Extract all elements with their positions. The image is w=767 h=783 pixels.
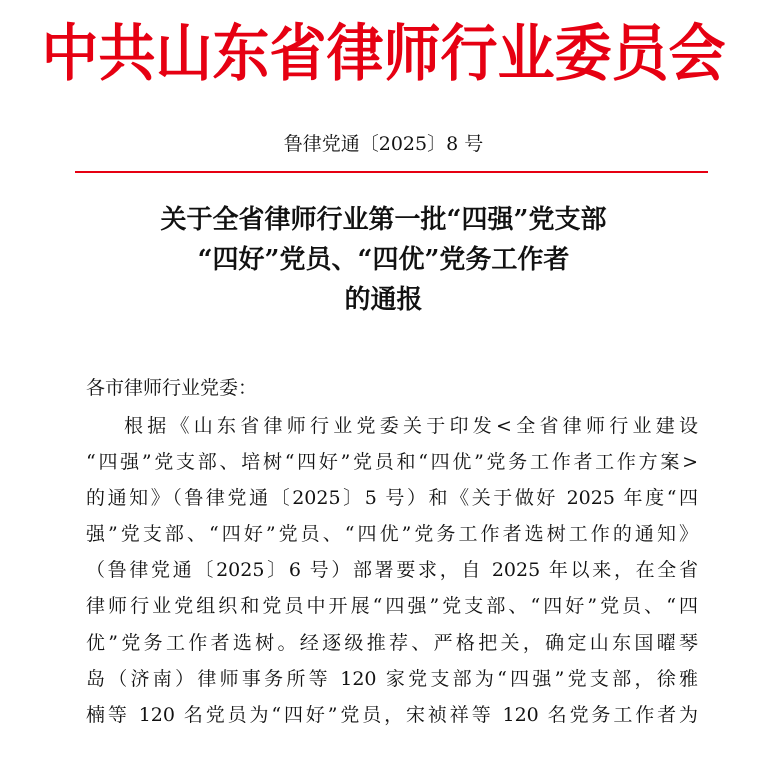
body-line: （鲁律党通〔2025〕6 号）部署要求，自 2025 年以来，在全省: [86, 559, 698, 582]
body-line: 优”党务工作者选树。经逐级推荐、严格把关，确定山东国曜琴: [86, 631, 698, 654]
title-line: “四好”党员、“四优”党务工作者: [197, 245, 570, 275]
body-line: 律师行业党组织和党员中开展“四强”党支部、“四好”党员、“四: [86, 595, 698, 618]
body-line: 的通知》（鲁律党通〔2025〕5 号）和《关于做好 2025 年度“四: [86, 487, 698, 510]
document-title: [0, 200, 767, 320]
body-line: 楠等 120 名党员为“四好”党员，宋祯祥等 120 名党务工作者为: [86, 703, 698, 726]
document-number: 鲁律党通〔2025〕8 号: [283, 133, 484, 155]
red-divider-line: [75, 171, 708, 173]
body-line: 强”党支部、“四好”党员、“四优”党务工作者选树工作的通知》: [86, 523, 698, 546]
title-line: 的通报: [344, 285, 423, 315]
body-line: “四强”党支部、培树“四好”党员和“四优”党务工作者工作方案>: [86, 451, 698, 474]
body-line: 岛（济南）律师事务所等 120 家党支部为“四强”党支部，徐雅: [86, 667, 698, 690]
salutation: 各市律师行业党委：: [86, 377, 258, 399]
body-paragraph: [86, 408, 698, 733]
body-line: 根据《山东省律师行业党委关于印发<全省律师行业建设: [124, 415, 698, 437]
title-line: 关于全省律师行业第一批“四强”党支部: [160, 205, 607, 235]
issuer-masthead: 中共山东省律师行业委员会: [41, 18, 726, 90]
